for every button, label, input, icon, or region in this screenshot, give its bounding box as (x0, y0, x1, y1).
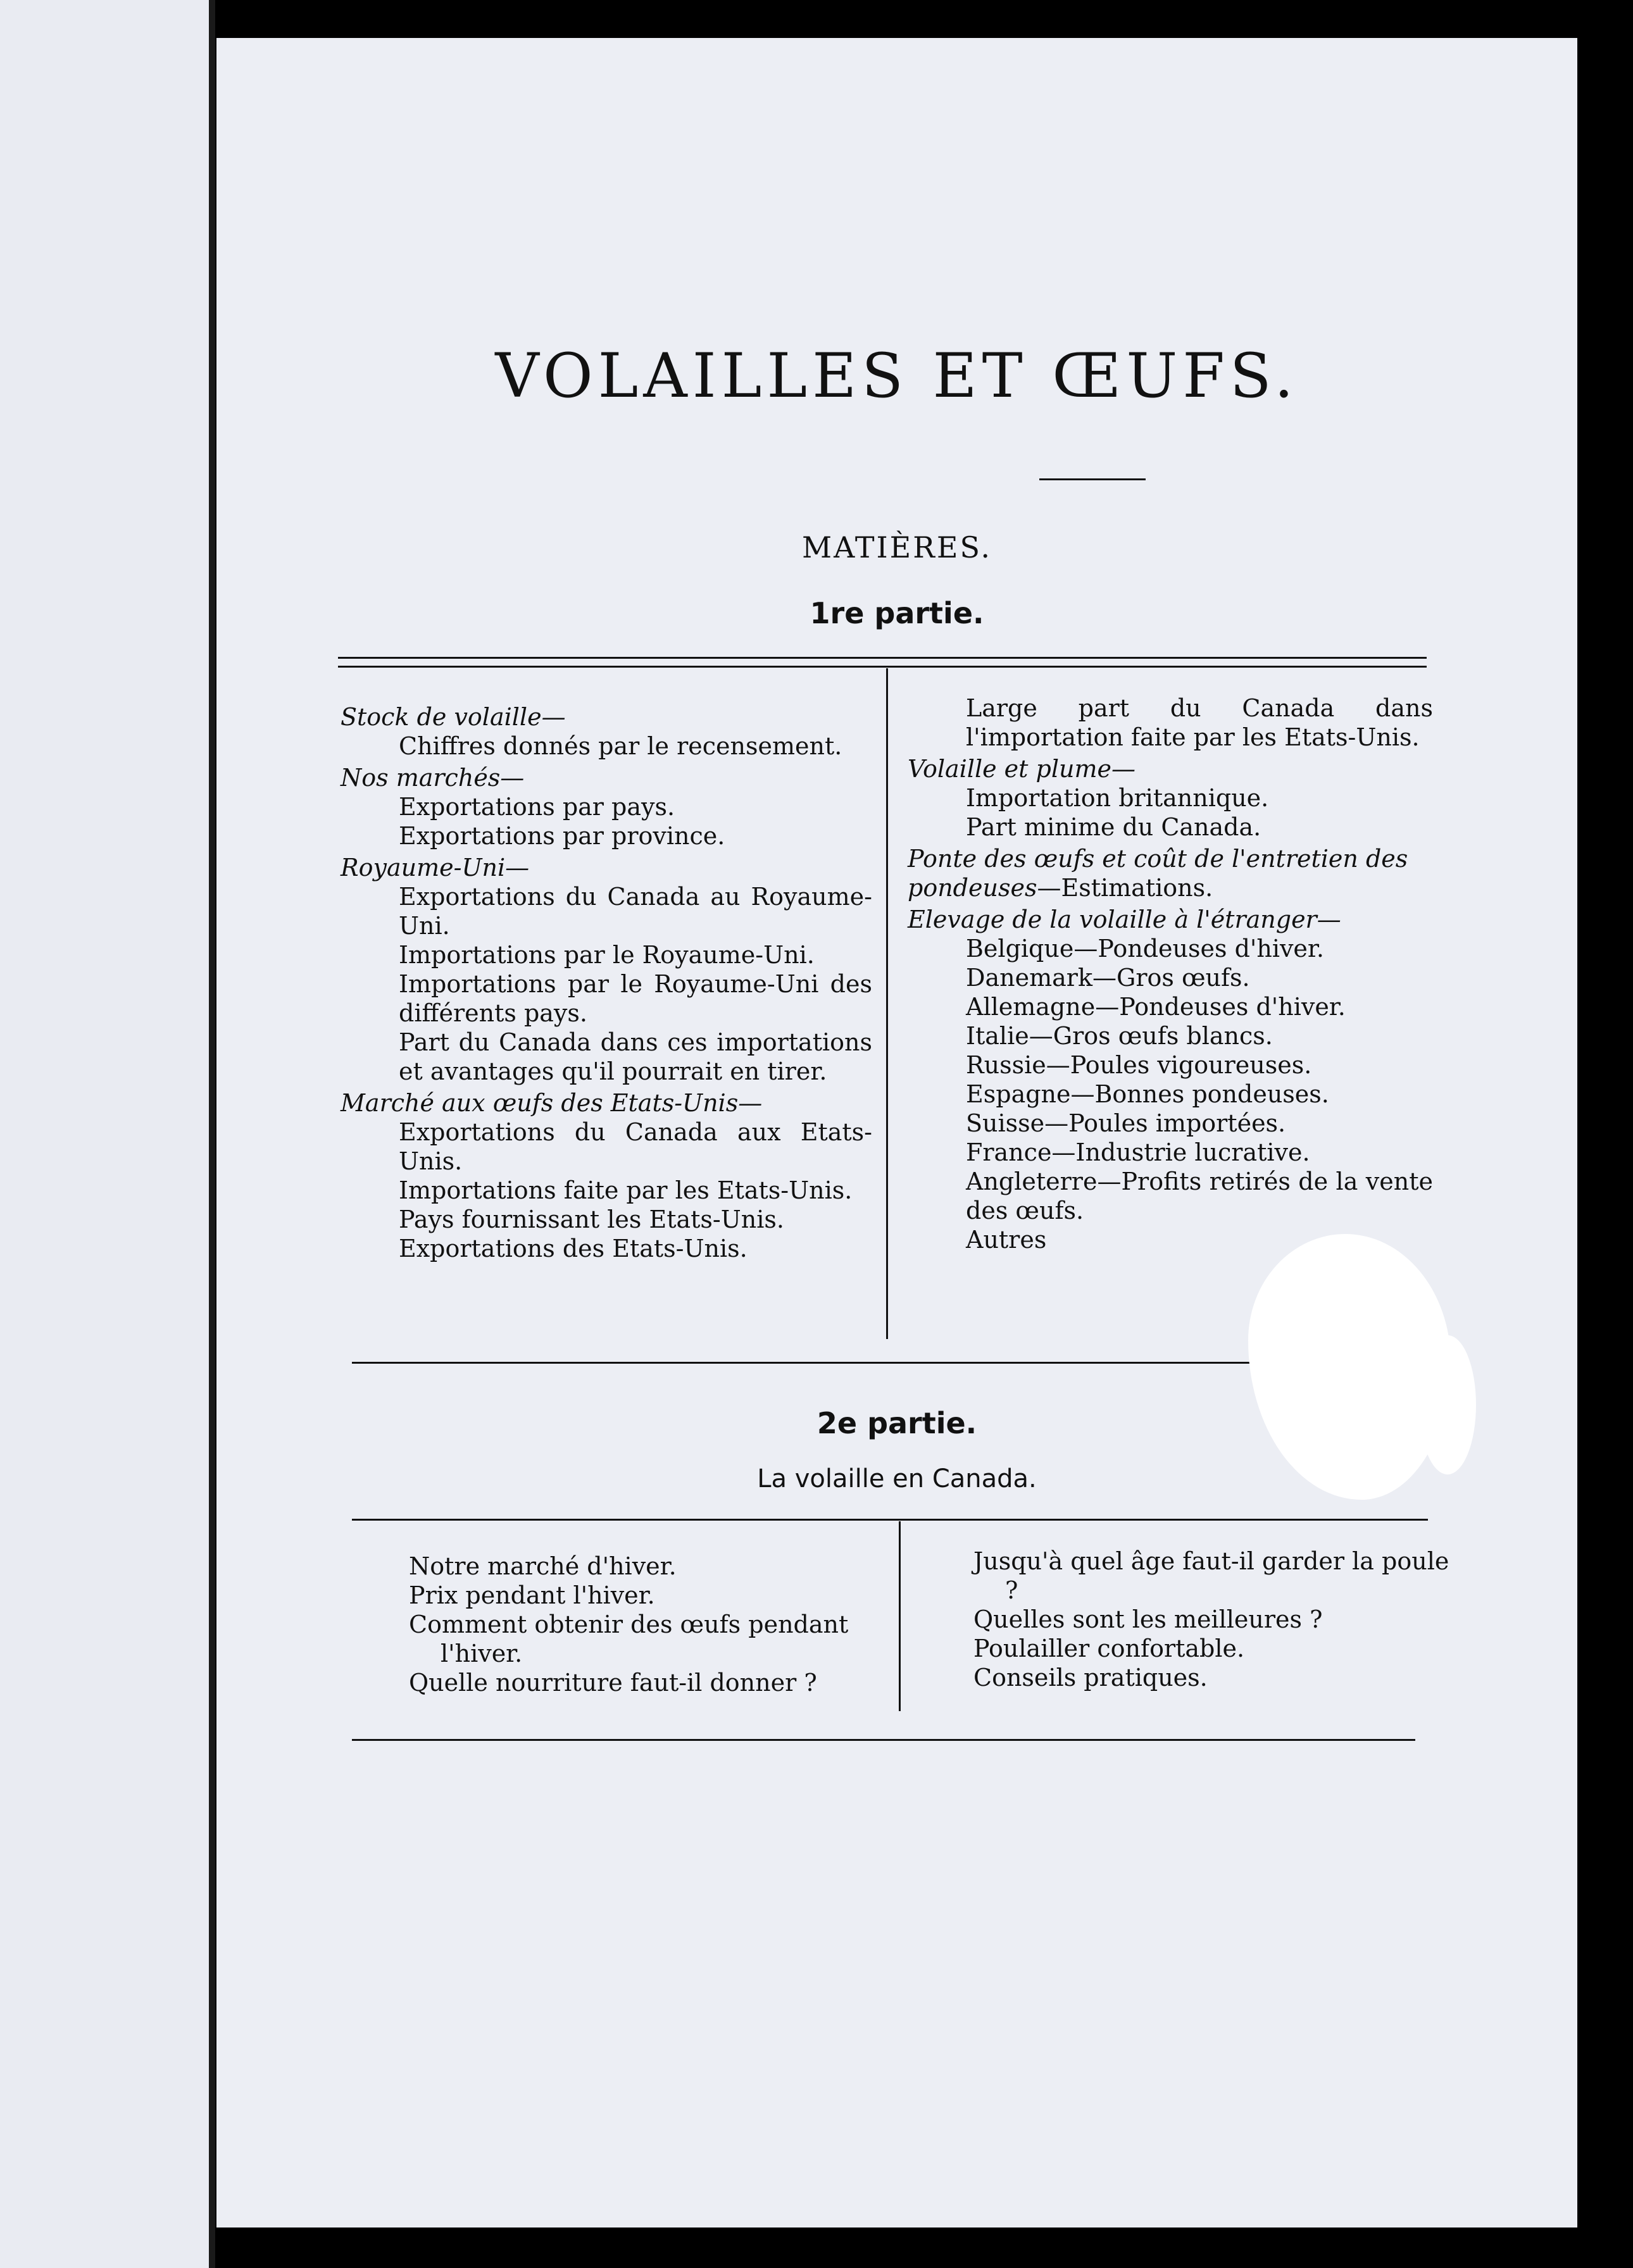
contents-entry: Poulailler confortable. (973, 1635, 1245, 1662)
book-spine (209, 0, 215, 2268)
scan-border (1577, 0, 1633, 2268)
section-heading-text: Volaille et plume— (908, 755, 1136, 783)
contents-entry: Allemagne—Pondeuses d'hiver. (966, 993, 1346, 1021)
contents-entry: Quelle nourriture faut-il donner ? (409, 1669, 817, 1697)
section-heading (908, 754, 1433, 783)
section-heading (908, 844, 1433, 902)
part1-top-rule-2 (338, 666, 1427, 668)
contents-entry: France—Industrie lucrative. (966, 1138, 1310, 1166)
contents-entry: Russie—Poules vigoureuses. (966, 1051, 1312, 1079)
section-heading (341, 853, 872, 882)
page (216, 38, 1577, 2228)
contents-entry: Part minime du Canada. (966, 813, 1261, 841)
contents-heading: MATIÈRES. (802, 530, 992, 564)
contents-entry: Angleterre—Profits retirés de la vente des œufs. (966, 1168, 1433, 1224)
part2-top-rule (352, 1519, 1428, 1521)
contents-entry: Danemark—Gros œufs. (966, 964, 1250, 992)
paper-damage (1248, 1234, 1451, 1500)
section-heading-tail: —Estimations. (1037, 874, 1213, 902)
part2-subheading: La volaille en Canada. (757, 1464, 1037, 1493)
contents-entry: Exportations des Etats-Unis. (399, 1235, 748, 1262)
section-heading-text: Stock de volaille— (341, 703, 566, 731)
part2-left-column (409, 1552, 890, 1697)
section-heading (341, 763, 872, 792)
contents-entry: Comment obtenir des œufs pendant l'hiver. (409, 1611, 849, 1667)
contents-entry: Jusqu'à quel âge faut-il garder la poule ? (973, 1547, 1449, 1604)
section-heading-text: Ponte des œufs et coût de l'entretien des pondeuses (908, 845, 1408, 902)
contents-entry: Exportations par province. (399, 822, 725, 850)
section-heading (341, 702, 872, 732)
contents-entry: Exportations par pays. (399, 793, 675, 821)
contents-entry: Espagne—Bonnes pondeuses. (966, 1080, 1329, 1108)
part1-heading: 1re partie. (810, 596, 984, 630)
facing-page-edge (0, 0, 214, 2268)
part2-right-column (973, 1547, 1455, 1692)
part1-top-rule (338, 657, 1427, 659)
contents-entry: Large part du Canada dans l'importation faite par les Etats-Unis. (966, 694, 1433, 751)
part2-bottom-rule (352, 1739, 1415, 1741)
contents-entry: Autres (966, 1226, 1047, 1254)
contents-entry: Importations par le Royaume-Uni. (399, 941, 815, 969)
section-heading (341, 1088, 872, 1118)
paper-damage (1419, 1335, 1476, 1474)
part2-column-divider (899, 1521, 901, 1711)
section-heading-text: Elevage de la volaille à l'étranger— (908, 906, 1341, 933)
contents-entry: Exportations du Canada au Royaume-Uni. (399, 883, 872, 940)
contents-entry: Conseils pratiques. (973, 1664, 1208, 1692)
section-heading-text: Royaume-Uni— (341, 854, 530, 882)
contents-entry: Part du Canada dans ces importations et avantages qu'il pourrait en tirer. (399, 1028, 872, 1085)
part1-left-column (341, 700, 872, 1263)
contents-entry: Prix pendant l'hiver. (409, 1581, 655, 1609)
section-heading (908, 905, 1433, 934)
contents-entry: Italie—Gros œufs blancs. (966, 1022, 1273, 1050)
contents-entry: Importations par le Royaume-Uni des différents pays. (399, 970, 872, 1027)
contents-entry: Importations faite par les Etats-Unis. (399, 1176, 853, 1204)
contents-entry: Quelles sont les meilleures ? (973, 1605, 1323, 1633)
page-title: VOLAILLES ET ŒUFS. (495, 340, 1299, 411)
part1-right-column (908, 694, 1433, 1254)
title-rule (1039, 478, 1146, 480)
section-heading-text: Marché aux œufs des Etats-Unis— (341, 1089, 763, 1117)
contents-entry: Pays fournissant les Etats-Unis. (399, 1206, 784, 1233)
part1-column-divider (886, 668, 888, 1339)
contents-entry: Exportations du Canada aux Etats-Unis. (399, 1118, 872, 1175)
section-heading-text: Nos marchés— (341, 764, 525, 792)
part2-heading: 2e partie. (816, 1406, 977, 1440)
contents-entry: Chiffres donnés par le recensement. (399, 732, 842, 760)
contents-entry: Importation britannique. (966, 784, 1269, 812)
contents-entry: Notre marché d'hiver. (409, 1552, 677, 1580)
contents-entry: Suisse—Poules importées. (966, 1109, 1286, 1137)
contents-entry: Belgique—Pondeuses d'hiver. (966, 935, 1324, 963)
